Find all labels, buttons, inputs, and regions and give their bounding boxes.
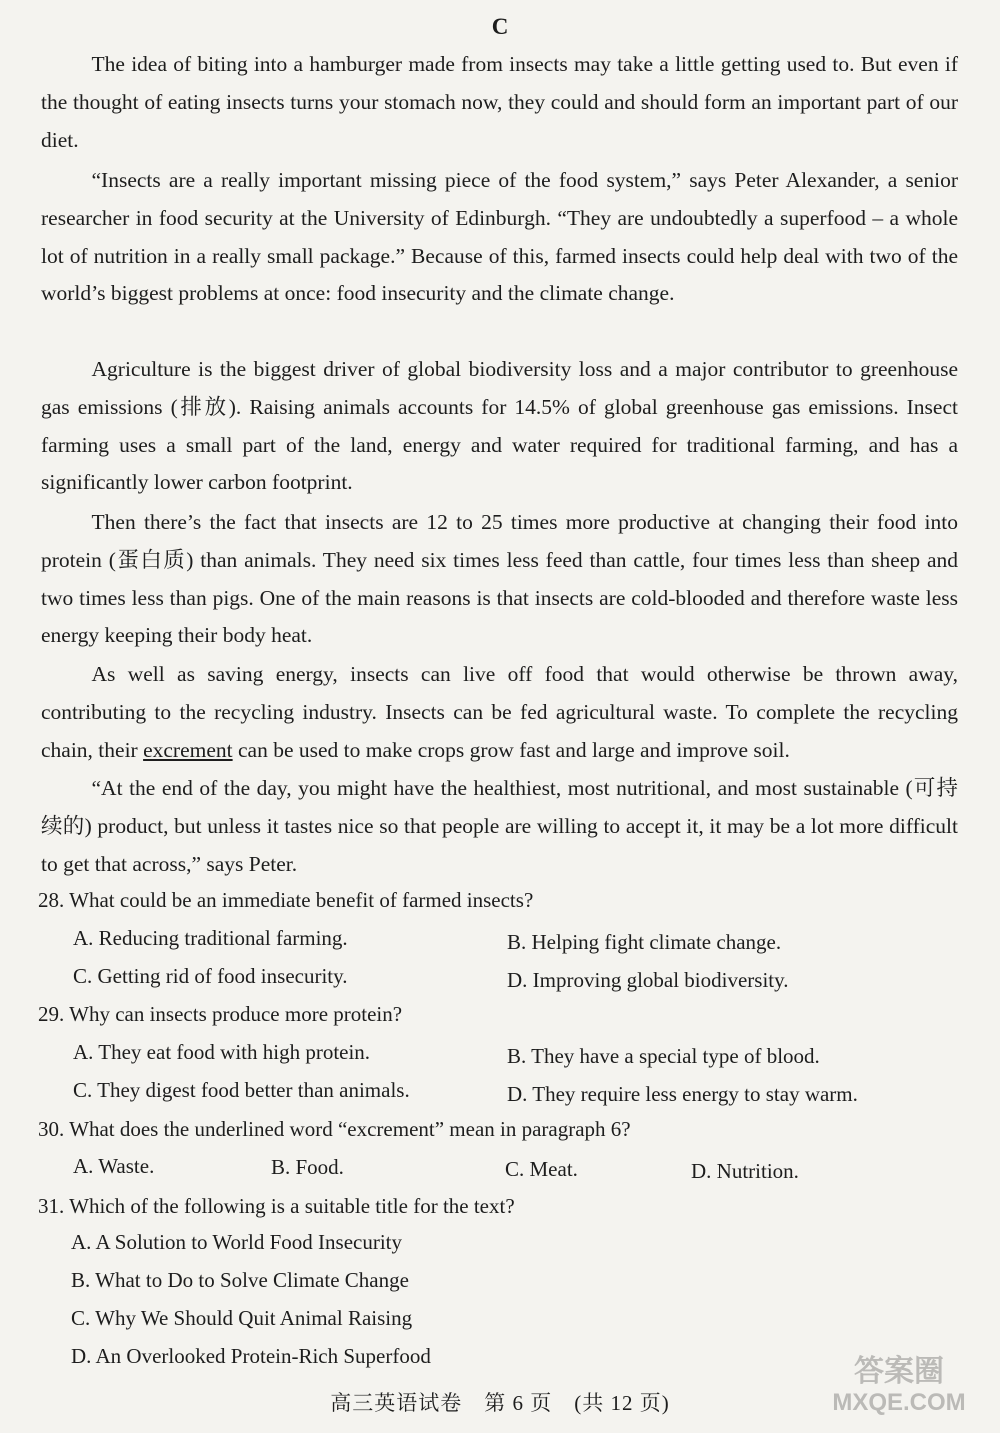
- passage-paragraph-7: “At the end of the day, you might have the healthiest, most nutritional, and most sustainable (可持续的) product, but unless it tastes nice so that people are willing to accept it, it may be a lot more difficult to get that across,” says Peter.: [41, 776, 958, 876]
- paragraph-6-before: recycling chain, their: [41, 699, 958, 762]
- page-footer: 高三英语试卷 第 6 页 (共 12 页): [330, 1391, 670, 1415]
- question-30-option-d: D. Nutrition.: [691, 1159, 799, 1183]
- underlined-word-excrement: excrement: [143, 737, 233, 762]
- question-29-option-d: D. They require less energy to stay warm.: [507, 1082, 858, 1106]
- question-30-option-b: B. Food.: [271, 1155, 344, 1179]
- question-31-stem: 31. Which of the following is a suitable title for the text?: [38, 1194, 515, 1218]
- question-28-option-b: B. Helping fight climate change.: [507, 930, 782, 954]
- watermark-bottom-text: MXQE.COM: [832, 1389, 966, 1416]
- question-29-option-c: C. They digest food better than animals.: [73, 1078, 410, 1102]
- watermark-top-text: 答案圈: [854, 1355, 944, 1388]
- question-28-stem: 28. What could be an immediate benefit of farmed insects?: [38, 888, 534, 912]
- question-31-option-c: C. Why We Should Quit Animal Raising: [71, 1306, 413, 1330]
- section-letter: C: [491, 14, 509, 39]
- question-29-stem: 29. Why can insects produce more protein?: [38, 1002, 403, 1026]
- question-31-option-b: B. What to Do to Solve Climate Change: [71, 1268, 409, 1292]
- question-29-option-a: A. They eat food with high protein.: [73, 1040, 371, 1064]
- question-29-option-b: B. They have a special type of blood.: [507, 1044, 820, 1068]
- passage-paragraph-1: The idea of biting into a hamburger made from insects may take a little getting used to. But even if the thought of eating insects turns your stomach now, they could and should form an important part of our diet.: [41, 52, 958, 152]
- question-28-option-d: D. Improving global biodiversity.: [507, 968, 789, 992]
- question-31-option-a: A. A Solution to World Food Insecurity: [71, 1230, 403, 1254]
- passage-paragraph-4: Then there’s the fact that insects are 12 to 25 times more productive at changing their food into protein (蛋白质) than animals. They need six times less feed than cattle, four times less than sheep and two times less than pigs. One of the main reasons is that insects are cold-blooded and therefore waste less energy keeping their body heat.: [41, 510, 958, 648]
- question-28-option-a: A. Reducing traditional farming.: [73, 926, 348, 950]
- question-30-stem: 30. What does the underlined word “excrement” mean in paragraph 6?: [38, 1117, 631, 1141]
- passage-paragraph-5: [41, 656, 958, 769]
- passage-paragraph-2: “Insects are a really important missing piece of the food system,” says Peter Alexander, a senior researcher in food security at the University of Edinburgh. “They are undoubtedly a superfood – a whole lot of nutrition in a really small package.” Because of this, farmed insects could help deal with two of the world’s biggest problems at once: food insecurity and the climate change.: [41, 168, 958, 306]
- question-31-option-d: D. An Overlooked Protein-Rich Superfood: [71, 1344, 431, 1368]
- question-30-option-a: A. Waste.: [73, 1154, 155, 1178]
- question-28-option-c: C. Getting rid of food insecurity.: [73, 964, 348, 988]
- passage-paragraph-3: Agriculture is the biggest driver of global biodiversity loss and a major contributor to greenhouse gas emissions (排放). Raising animals accounts for 14.5% of global greenhouse gas emissions. Insect farming uses a small part of the land, energy and water required for traditional farming, and has a significantly lower carbon footprint.: [41, 357, 958, 495]
- question-30-option-c: C. Meat.: [505, 1157, 578, 1181]
- watermark-logo: [810, 1355, 988, 1425]
- paragraph-6-after: can be used to make crops grow fast and large and improve soil.: [232, 737, 790, 762]
- paragraph-5-text: As well as saving energy, insects can live off food that would otherwise be thrown away, contributing to the recycling industry. Insects can be fed agricultural waste. To complete the: [41, 662, 958, 724]
